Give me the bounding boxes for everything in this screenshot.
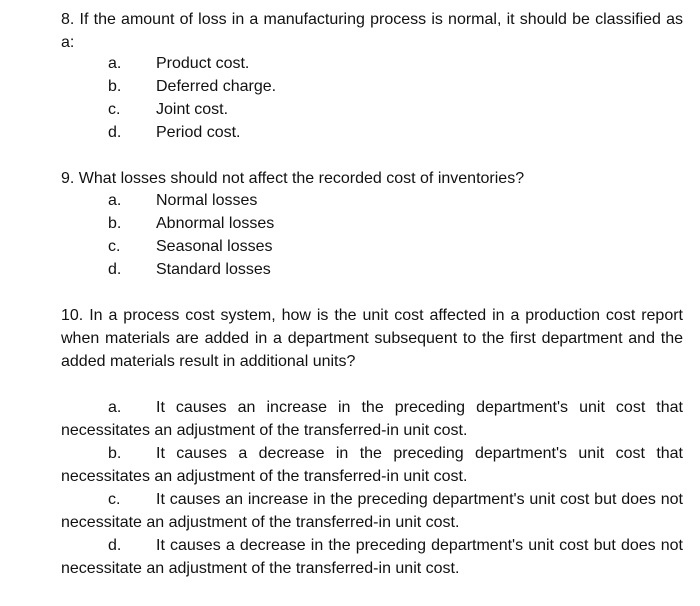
option-text: Seasonal losses bbox=[156, 238, 273, 255]
question-10-option-a bbox=[61, 396, 683, 442]
question-8-option-c bbox=[108, 98, 228, 121]
option-text: It causes a decrease in the preceding department's unit cost that necessitates an adjustment of the transferred-in unit cost. bbox=[61, 445, 683, 485]
option-text: Normal losses bbox=[156, 192, 258, 209]
question-10-option-d bbox=[61, 534, 683, 580]
question-number: 10. bbox=[61, 307, 84, 324]
question-9-option-d bbox=[108, 258, 271, 281]
option-text: Product cost. bbox=[156, 55, 250, 72]
question-9-option-c bbox=[108, 235, 273, 258]
option-letter: d. bbox=[108, 124, 122, 141]
question-text: In a process cost system, how is the unit cost affected in a production cost report when materials are added in a department subsequent to the first department and the added materials result in additional units? bbox=[61, 307, 683, 370]
option-letter: d. bbox=[108, 537, 122, 554]
question-8-option-d bbox=[108, 121, 240, 144]
question-9-option-a bbox=[108, 189, 257, 212]
question-9-option-b bbox=[108, 212, 274, 235]
option-text: It causes a decrease in the preceding department's unit cost but does not necessitate an adjustment of the transferred-in unit cost. bbox=[61, 537, 683, 577]
option-text: Joint cost. bbox=[156, 101, 229, 118]
question-9-stem bbox=[61, 167, 683, 190]
question-8-stem bbox=[61, 8, 683, 54]
question-8-option-b bbox=[108, 75, 276, 98]
option-letter: b. bbox=[108, 445, 122, 462]
question-number: 9. bbox=[61, 170, 75, 187]
question-8-option-a bbox=[108, 52, 249, 75]
option-text: Period cost. bbox=[156, 124, 241, 141]
option-letter: b. bbox=[108, 78, 122, 95]
option-text: Abnormal losses bbox=[156, 215, 275, 232]
option-text: Standard losses bbox=[156, 261, 271, 278]
question-10-option-b bbox=[61, 442, 683, 488]
question-text: What losses should not affect the recorded cost of inventories? bbox=[78, 170, 525, 187]
question-10-stem bbox=[61, 304, 683, 373]
option-letter: c. bbox=[108, 238, 121, 255]
option-letter: d. bbox=[108, 261, 122, 278]
question-number: 8. bbox=[61, 11, 75, 28]
option-letter: c. bbox=[108, 491, 121, 508]
option-letter: c. bbox=[108, 101, 121, 118]
option-text: It causes an increase in the preceding department's unit cost that necessitates an adjustment of the transferred-in unit cost. bbox=[61, 399, 683, 439]
option-letter: a. bbox=[108, 399, 122, 416]
option-text: It causes an increase in the preceding department's unit cost but does not necessitate an adjustment of the transferred-in unit cost. bbox=[61, 491, 683, 531]
option-letter: a. bbox=[108, 192, 122, 209]
option-letter: b. bbox=[108, 215, 122, 232]
option-letter: a. bbox=[108, 55, 122, 72]
option-text: Deferred charge. bbox=[156, 78, 277, 95]
question-10-option-c bbox=[61, 488, 683, 534]
question-text: If the amount of loss in a manufacturing process is normal, it should be classified as a: bbox=[61, 11, 684, 51]
